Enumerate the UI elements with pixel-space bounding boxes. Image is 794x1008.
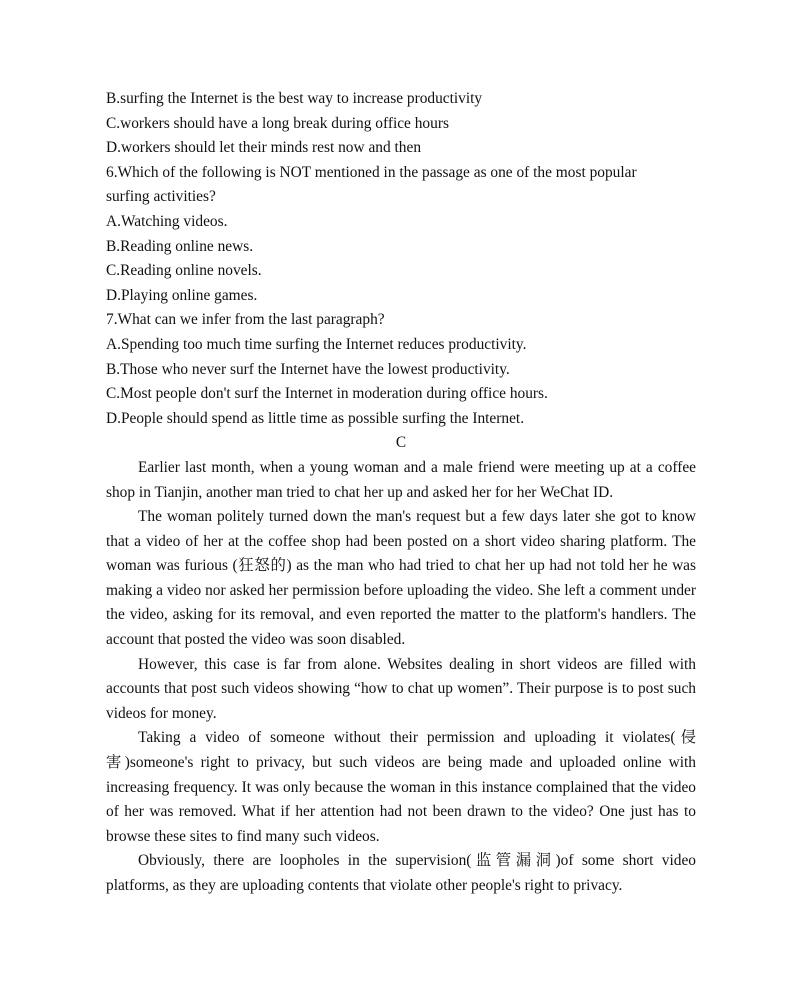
passage-paragraph-5: Obviously, there are loopholes in the supervision(监管漏洞)of some short video platforms, as they are uploading contents that violate other people's right to privacy. [106,852,696,894]
passage-paragraph-1: Earlier last month, when a young woman and a male friend were meeting up at a coffee shop in Tianjin, another man tried to chat her up and asked her for her WeChat ID. [106,458,696,501]
passage-paragraph-3: However, this case is far from alone. Websites dealing in short videos are filled with accounts that post such videos showing “how to chat up women”. Their purpose is to post such videos for money. [106,655,696,722]
passage-paragraph-2: The woman politely turned down the man's request but a few days later she got to know that a video of her at the coffee shop had been posted on a short video sharing platform. The woman was furious (狂怒的) as the man who had tried to chat her up had not told her he was making a video nor asked her permission before uploading the video. She left a comment under the video, asking for its removal, and even reported the matter to the platform's handlers. The account that posted the video was soon disabled. [106,508,696,649]
q7-question: 7.What can we infer from the last paragraph? [106,311,385,329]
section-c-heading: C [395,434,407,452]
q7-option-a: A.Spending too much time surfing the Internet reduces productivity. [106,335,527,353]
q7-option-b: B.Those who never surf the Internet have the lowest productivity. [106,360,510,378]
passage-paragraph-4: Taking a video of someone without their permission and uploading it violates(侵害)someone's right to privacy, but such videos are being made and uploaded online with increasing frequency. It was only because the woman in this instance complained that the video of her was removed. What if her attention had not been drawn to the video? One just has to browse these sites to find many such videos. [106,729,696,845]
q6-option-c: C.Reading online novels. [106,262,262,280]
q5-option-d: D.workers should let their minds rest now and then [106,139,422,157]
q5-option-b: B.surfing the Internet is the best way to increase productivity [106,90,483,107]
q6-question-cont: surfing activities? [106,188,216,206]
q7-option-d: D.People should spend as little time as possible surfing the Internet. [106,409,525,427]
q6-option-a: A.Watching videos. [106,212,228,230]
q6-option-d: D.Playing online games. [106,286,258,304]
document-body [106,87,696,899]
q7-option-c: C.Most people don't surf the Internet in moderation during office hours. [106,385,548,403]
q6-question: 6.Which of the following is NOT mentioned in the passage as one of the most popular [106,163,637,181]
q6-option-b: B.Reading online news. [106,237,254,255]
q5-option-c: C.workers should have a long break during office hours [106,114,449,132]
